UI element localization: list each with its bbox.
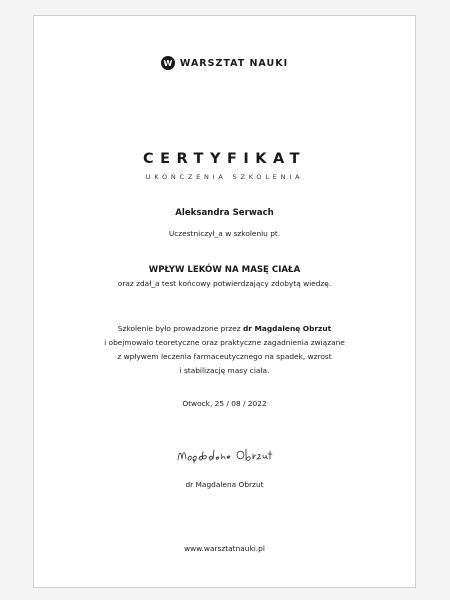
place-and-date: Otwock, 25 / 08 / 2022 — [182, 399, 267, 408]
description-line-4: i stabilizację masy ciała. — [179, 366, 270, 375]
description-line-2: i obejmowało teoretyczne oraz praktyczne zagadnienia związane — [104, 338, 345, 347]
course-description — [34, 322, 415, 378]
certificate-page — [33, 15, 416, 588]
participant-name: Aleksandra Serwach — [175, 208, 274, 218]
handwritten-signature — [34, 444, 415, 466]
description-line-1 — [34, 322, 415, 336]
brand-logo — [34, 56, 415, 70]
instructor-name: dr Magdalenę Obrzut — [242, 324, 332, 333]
website-link[interactable]: www.warsztatnauki.pl — [184, 544, 265, 553]
description-prefix: Szkolenie było prowadzone przez — [117, 324, 243, 333]
logo-icon: W — [161, 56, 175, 70]
signer-name: dr Magdalena Obrzut — [185, 480, 264, 489]
signature-drawing — [175, 444, 275, 466]
certificate-subtitle: UKOŃCZENIA SZKOLENIA — [145, 173, 304, 181]
description-line-3: z wpływem leczenia farmaceutycznego na spadek, wzrost — [117, 352, 332, 361]
participation-text: Uczestniczył_a w szkoleniu pt. — [168, 229, 281, 238]
brand-name: WARSZTAT NAUKI — [179, 57, 289, 69]
passed-text: oraz zdał_a test końcowy potwierdzający zdobytą wiedzę. — [117, 279, 332, 288]
certificate-title: CERTYFIKAT — [143, 151, 306, 167]
course-title: WPŁYW LEKÓW NA MASĘ CIAŁA — [148, 265, 301, 275]
